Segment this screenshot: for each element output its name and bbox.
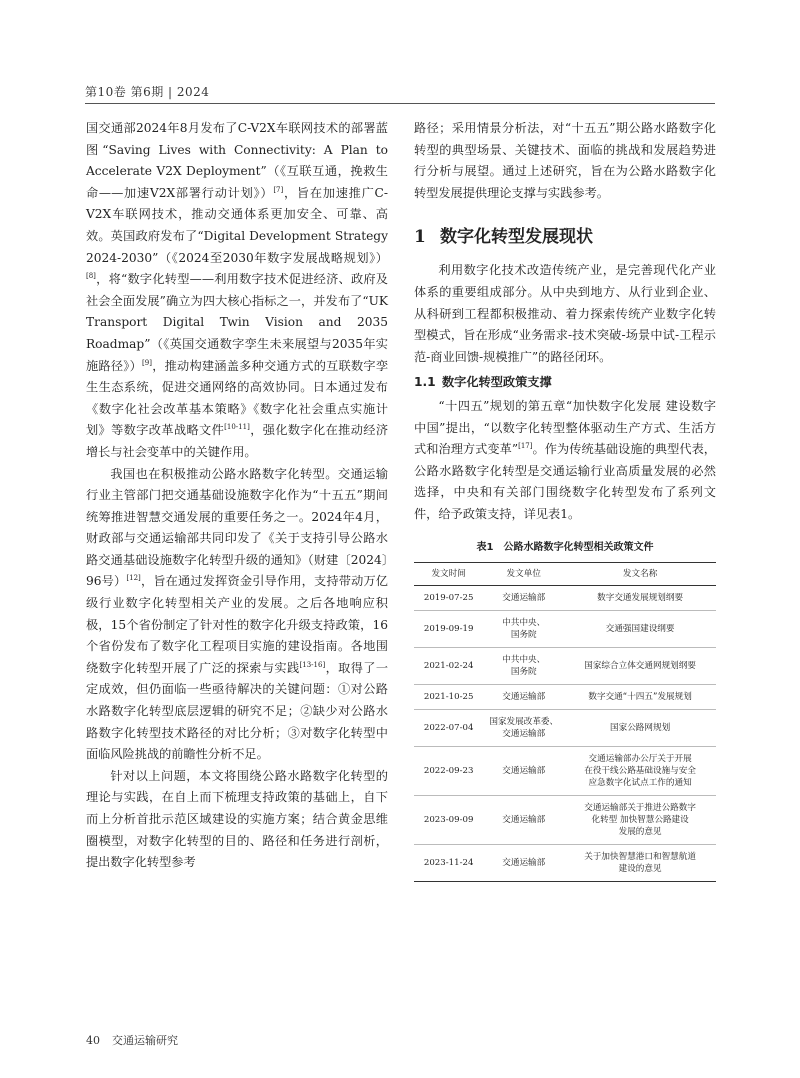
table-row — [414, 746, 716, 795]
table-cell: 国家公路网规划 — [564, 709, 716, 746]
table-cell: 2019-07-25 — [414, 585, 483, 610]
table-cell: 交通强国建设纲要 — [564, 610, 716, 647]
table-cell: 交通运输部 — [483, 746, 564, 795]
citation: [7] — [273, 185, 284, 194]
left-paragraph-1: 国交通部2024年8月发布了C-V2X车联网技术的部署蓝图“Saving Lives with Connectivity: A Plan to Accelerate V2X Deployment”（《互联互通，挽救生命——加速V2X部署行动计划》）[7]，旨在加速推广C-V2X车联网技术，推动交通体系更加安全、可靠、高效。英国政府发布了“Digital Development Strategy 2024-2030”（《2024至2030年数字发展战略规划》）[8]，将“数字化转型——利用数字技术促进经济、政府及社会全面发展”确立为四大核心指标之一，并发布了“UK Transport Digital Twin Vision and 2035 Roadmap”（《英国交通数字孪生未来展望与2035年实施路径》）[9]，推动构建涵盖多种交通方式的互联数字孪生生态系统，促进交通网络的高效协同。日本通过发布《数字化社会改革基本策略》《数字化社会重点实施计划》等数字改革战略文件[10-11]，强化数字化在推动经济增长与社会变革中的关键作用。 — [86, 121, 389, 459]
citation: [17] — [518, 442, 533, 451]
table-header-cell: 发文名称 — [564, 562, 716, 585]
right-paragraph-1: 路径；采用情景分析法，对“十五五”期公路水路数字化转型的典型场景、关键技术、面临的挑战和发展趋势进行分析与展望。通过上述研究，旨在为公路水路数字化转型发展提供理论支撑与实践参考。 — [414, 121, 716, 200]
table-row — [414, 844, 716, 881]
table-cell: 2019-09-19 — [414, 610, 483, 647]
subsection-heading: 1.1 数字化转型政策支撑 — [414, 375, 552, 390]
table-row — [414, 610, 716, 647]
table-cell: 国家综合立体交通网规划纲要 — [564, 647, 716, 684]
right-paragraph-3: “十四五”规划的第五章“加快数字化发展 建设数字中国”提出，“以数字化转型整体驱动生产方式、生活方式和治理方式变革”[17]。作为传统基础设施的典型代表，公路水路数字化转型是交通运输行业高质量发展的必然选择，中央和有关部门围绕数字化转型发布了系列文件，给予政策支持，详见表1。 — [414, 398, 716, 521]
table-row — [414, 585, 716, 610]
table-cell: 关于加快智慧港口和智慧航道 建设的意见 — [564, 844, 716, 881]
table-header-cell: 发文单位 — [483, 562, 564, 585]
table-cell: 2023-09-09 — [414, 795, 483, 844]
table-cell: 交通运输部 — [483, 844, 564, 881]
right-paragraph-2: 利用数字化技术改造传统产业，是完善现代化产业体系的重要组成部分。从中央到地方、从行业到企业、从科研到工程都积极推动、着力探索传统产业数字化转型模式，旨在形成“业务需求-技术突破-场景中试-工程示范-商业回馈-规模推广”的路径闭环。 — [414, 263, 716, 364]
section-heading: 1 数字化转型发展现状 — [414, 227, 593, 248]
table-cell: 2021-10-25 — [414, 684, 483, 709]
header-rule — [85, 103, 715, 104]
table-header-row — [414, 562, 716, 585]
table-cell: 国家发展改革委、 交通运输部 — [483, 709, 564, 746]
table-caption: 表1 公路水路数字化转型相关政策文件 — [476, 541, 654, 553]
left-paragraph-2: 我国也在积极推动公路水路数字化转型。交通运输行业主管部门把交通基础设施数字化作为“十五五”期间统筹推进智慧交通发展的重要任务之一。2024年4月，财政部与交通运输部共同印发了《关于支持引导公路水路交通基础设施数字化转型升级的通知》（财建〔2024〕96号）[12]，旨在通过发挥资金引导作用，支持带动万亿级行业数字化转型相关产业的发展。之后各地响应积极，15个省份制定了针对性的数字化升级支持政策，16个省份发布了数字化工程项目实施的建设指南。各地围绕数字化转型开展了广泛的探索与实践[13-16]，取得了一定成效，但仍面临一些亟待解决的关键问题：①对公路水路数字化转型底层逻辑的研究不足；②缺少对公路水路数字化转型技术路径的对比分析；③对数字化转型中面临风险挑战的前瞻性分析不足。 — [86, 466, 389, 762]
journal-name: 交通运输研究 — [112, 1034, 178, 1047]
page-number: 40 — [86, 1034, 100, 1047]
right-column — [414, 118, 716, 882]
policy-table — [414, 562, 716, 882]
table-cell: 2022-09-23 — [414, 746, 483, 795]
page-footer — [86, 1032, 178, 1048]
table-cell: 中共中央、 国务院 — [483, 647, 564, 684]
table-row — [414, 647, 716, 684]
table-cell: 2023-11-24 — [414, 844, 483, 881]
table-cell: 数字交通“十四五”发展规划 — [564, 684, 716, 709]
table-row — [414, 684, 716, 709]
table-cell: 2022-07-04 — [414, 709, 483, 746]
table-cell: 交通运输部 — [483, 585, 564, 610]
table-cell: 2021-02-24 — [414, 647, 483, 684]
left-paragraph-3: 针对以上问题，本文将围绕公路水路数字化转型的理论与实践，在自上而下梳理支持政策的基础上，自下而上分析首批示范区域建设的实施方案；结合黄金思维圈模型，对数字化转型的目的、路径和任务进行剖析，提出数字化转型参考 — [86, 768, 388, 870]
table-cell: 交通运输部 — [483, 684, 564, 709]
table-body — [414, 585, 716, 881]
left-column — [86, 118, 388, 874]
citation: [12] — [126, 574, 141, 583]
table-cell: 数字交通发展规划纲要 — [564, 585, 716, 610]
table-cell: 交通运输部 — [483, 795, 564, 844]
table-row — [414, 709, 716, 746]
table-row — [414, 795, 716, 844]
citation: [9] — [142, 358, 152, 367]
citation: [13-16] — [299, 660, 326, 669]
table-cell: 交通运输部办公厅关于开展 在役干线公路基础设施与安全 应急数字化试点工作的通知 — [564, 746, 716, 795]
running-header: 第10卷 第6期 | 2024 — [85, 85, 210, 99]
citation: [8] — [86, 272, 96, 281]
citation: [10-11] — [224, 423, 250, 432]
table-header-cell: 发文时间 — [414, 562, 483, 585]
table-cell: 交通运输部关于推进公路数字 化转型 加快智慧公路建设 发展的意见 — [564, 795, 716, 844]
table-cell: 中共中央、 国务院 — [483, 610, 564, 647]
